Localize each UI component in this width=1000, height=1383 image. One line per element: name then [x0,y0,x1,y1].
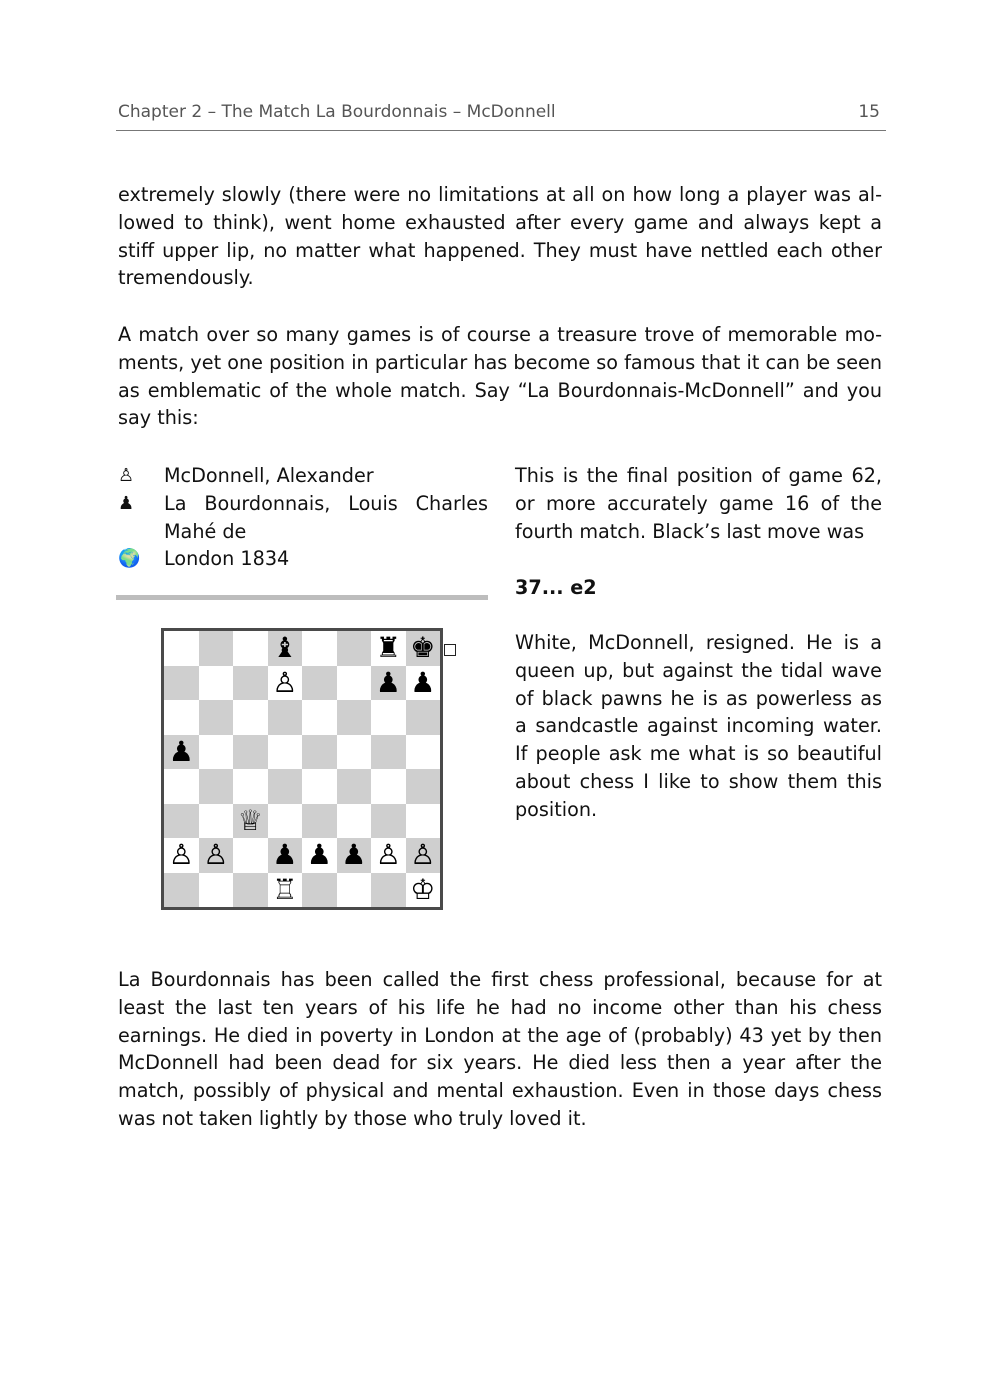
black-pawn-icon: ♟ [118,492,135,514]
location-row [116,545,488,573]
commentary-text: White, McDonnell, resigned. He is a queen up, but against the tidal wave of black pawns he is as powerless as a sandcastle against incoming water. If people ask me what is so beautiful about chess I like to show them this position. [515,631,882,821]
page-number: 15 [858,102,880,122]
square-d5 [268,735,303,770]
square-b7 [199,666,234,701]
square-g6 [371,700,406,735]
square-a8 [164,631,199,666]
square-c4 [233,769,268,804]
square-c8 [233,631,268,666]
black-player-name-cont: Mahé de [164,519,247,543]
square-f1 [337,873,372,908]
square-c3: ♕ [233,804,268,839]
white-player-name: McDonnell, Alexander [164,464,374,487]
square-f4 [337,769,372,804]
square-h4 [406,769,441,804]
body-paragraph-3: La Bourdonnais has been called the first chess professional, because for at least the last ten years of his life he had no income other than his chess earnings. He died in poverty in London at the age of (probably) 43 yet by then McDonnell had been dead for six years. He died less then a year after the match, possibly of physical and mental exhaustion. Even in those days chess was not taken lightly by those who truly loved it. [118,968,882,1130]
square-a3 [164,804,199,839]
square-a6 [164,700,199,735]
square-e1 [302,873,337,908]
square-g3 [371,804,406,839]
square-f3 [337,804,372,839]
square-h2: ♙ [406,838,441,873]
square-b1 [199,873,234,908]
square-h5 [406,735,441,770]
square-h6 [406,700,441,735]
square-f5 [337,735,372,770]
running-header [116,100,886,131]
square-e7 [302,666,337,701]
square-c7 [233,666,268,701]
square-b5 [199,735,234,770]
square-c1 [233,873,268,908]
square-e8 [302,631,337,666]
square-g8: ♜ [371,631,406,666]
square-a2: ♙ [164,838,199,873]
square-g4 [371,769,406,804]
black-player-name: La Bourdonnais, Louis Charles [164,491,488,515]
side-to-move-indicator [444,644,456,656]
square-a5: ♟ [164,735,199,770]
square-a7 [164,666,199,701]
square-c6 [233,700,268,735]
square-e4 [302,769,337,804]
square-g7: ♟ [371,666,406,701]
body-paragraph-2: A match over so many games is of course a treasure trove of memorable moments, yet one position in particular has become so famous that it can be seen as emblematic of the whole match. Say “La Bourdonnais-McDonnell” and you say this: [118,323,882,430]
square-h8: ♚ [406,631,441,666]
square-c5 [233,735,268,770]
square-f7 [337,666,372,701]
white-pawn-icon: ♙ [118,465,135,486]
square-b2: ♙ [199,838,234,873]
square-f2: ♟ [337,838,372,873]
square-c2 [233,838,268,873]
body-paragraph-1: extremely slowly (there were no limitations at all on how long a player was allowed to think), went home exhausted after every game and always kept a stiff upper lip, no matter what happened. They must have nettled each other tremendously. [118,183,882,290]
chapter-title: Chapter 2 – The Match La Bourdonnais – McDonnell [118,102,556,122]
white-player-row [116,462,488,490]
square-g5 [371,735,406,770]
square-d2: ♟ [268,838,303,873]
square-h7: ♟ [406,666,441,701]
square-h3 [406,804,441,839]
chess-board [161,628,443,910]
square-e5 [302,735,337,770]
move-notation: 37... e2 [515,576,597,599]
commentary-intro: This is the final position of game 62, or more accurately game 16 of the fourth match. Black’s last move was [515,464,882,543]
square-g2: ♙ [371,838,406,873]
black-player-row [116,490,488,518]
square-e3 [302,804,337,839]
square-b6 [199,700,234,735]
square-d8: ♝ [268,631,303,666]
game-location: London 1834 [164,547,290,571]
square-d1: ♖ [268,873,303,908]
square-b3 [199,804,234,839]
square-e6 [302,700,337,735]
game-metadata [116,462,488,573]
square-a4 [164,769,199,804]
square-d4 [268,769,303,804]
square-f6 [337,700,372,735]
square-f8 [337,631,372,666]
black-player-row-cont [116,518,488,546]
square-b8 [199,631,234,666]
square-d6 [268,700,303,735]
square-a1 [164,873,199,908]
globe-icon: 🌍 [118,548,141,570]
divider [116,595,488,600]
square-b4 [199,769,234,804]
square-g1 [371,873,406,908]
square-h1: ♔ [406,873,441,908]
square-d7: ♙ [268,666,303,701]
square-e2: ♟ [302,838,337,873]
square-d3 [268,804,303,839]
